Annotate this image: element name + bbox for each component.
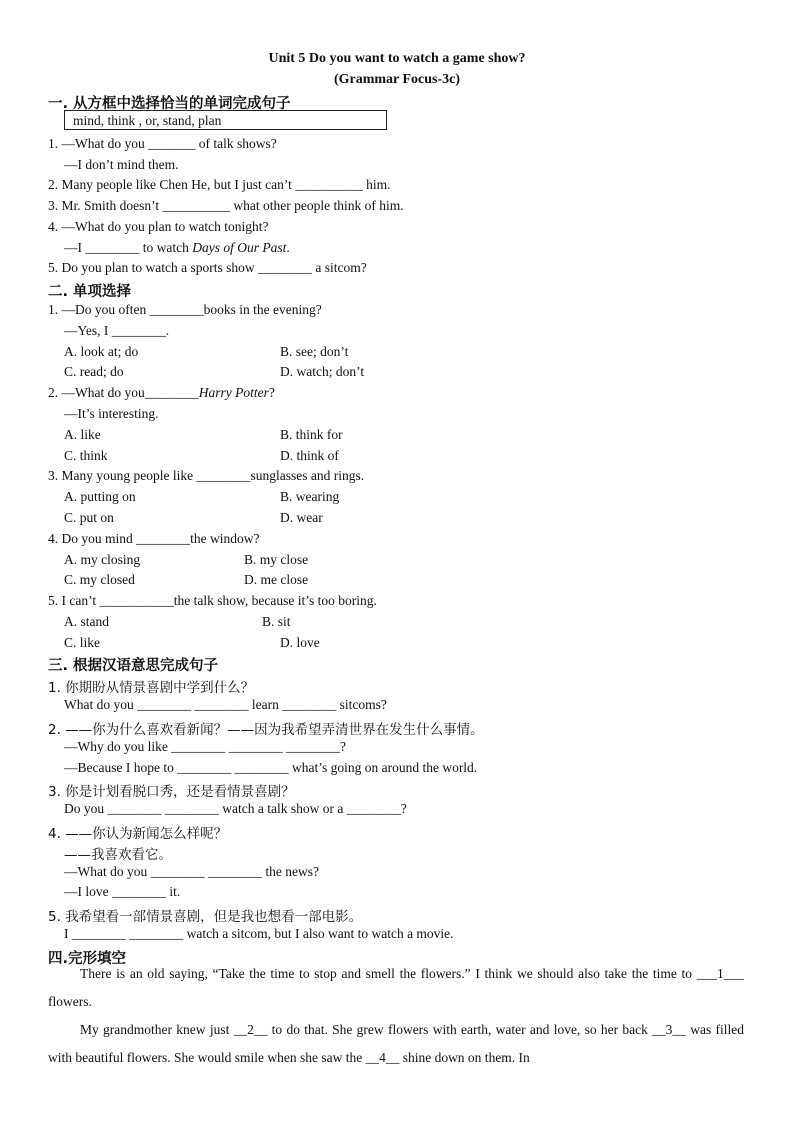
s2-q1-question: 1. —Do you often ________books in the evening?	[48, 302, 322, 317]
s2-q4-options-row2	[64, 572, 309, 588]
s2-q1-option-d: D. watch; don’t	[280, 364, 365, 379]
s3-q2-chinese: 2. ——你为什么喜欢看新闻？——因为我希望弄清世界在发生什么事情。	[48, 722, 484, 738]
s2-q2-option-c: C. think	[64, 448, 108, 463]
s3-q3-english: Do you ________ ________ watch a talk show or a ________?	[64, 801, 407, 816]
s1-q4-answer-pre: —I ________ to watch	[64, 240, 193, 255]
s1-q1-answer: —I don’t mind them.	[64, 157, 179, 172]
section-2-heading: 二. 单项选择	[48, 284, 132, 300]
section-4-heading: 四.完形填空	[48, 951, 127, 967]
s2-q1-option-c: C. read; do	[64, 364, 124, 379]
s2-q5-option-c: C. like	[64, 635, 100, 650]
section-1-heading: 一. 从方框中选择恰当的单词完成句子	[48, 96, 291, 112]
s2-q1-options-row1	[64, 344, 349, 360]
s2-q1-option-a: A. look at; do	[64, 344, 139, 359]
s2-q4-option-a: A. my closing	[64, 552, 141, 567]
s2-q3-options-row2	[64, 510, 323, 526]
s2-q5-option-b: B. sit	[262, 614, 291, 629]
s3-q5-english: I ________ ________ watch a sitcom, but I also want to watch a movie.	[64, 926, 454, 941]
s1-q4-question: 4. —What do you plan to watch tonight?	[48, 219, 269, 234]
s2-q2-answer: —It’s interesting.	[64, 406, 159, 421]
s2-q3-options-row1	[64, 489, 340, 505]
s2-q2-option-d: D. think of	[280, 448, 339, 463]
s3-q4-english-1: —What do you ________ ________ the news?	[64, 864, 319, 879]
s2-q2-post: ?	[268, 385, 275, 400]
s1-q4-answer	[64, 240, 290, 256]
s3-q4-chinese-2: ——我喜欢看它。	[64, 847, 172, 863]
s1-q4-answer-post: .	[286, 240, 290, 255]
s2-q4: 4. Do you mind ________the window?	[48, 531, 260, 546]
s3-q1-chinese: 1. 你期盼从情景喜剧中学到什么？	[48, 680, 255, 696]
s2-q4-options-row1	[64, 552, 309, 568]
cloze-paragraph-2: My grandmother knew just __2__ to do that. She grew flowers with earth, water and love, so her back __3__ was filled with beautiful flowers. She would smile when she saw the __4__ shine down on them. In	[48, 1022, 744, 1065]
cloze-paragraph-1: There is an old saying, “Take the time to stop and smell the flowers.” I think we should also take the time to ___1___ flowers.	[48, 966, 744, 1009]
s1-q4-answer-title: Days of Our Past	[192, 240, 287, 255]
s3-q1-english: What do you ________ ________ learn ________ sitcoms?	[64, 697, 387, 712]
s2-q5-option-a: A. stand	[64, 614, 109, 629]
s2-q5-option-d: D. love	[280, 635, 320, 650]
s2-q3-option-c: C. put on	[64, 510, 114, 525]
s1-q1-question: 1. —What do you _______ of talk shows?	[48, 136, 277, 151]
page-subtitle: (Grammar Focus-3c)	[333, 72, 461, 87]
s2-q2-options-row1	[64, 427, 343, 443]
s2-q2-question	[48, 385, 275, 401]
s2-q2-option-b: B. think for	[280, 427, 343, 442]
s2-q4-option-b: B. my close	[244, 552, 309, 567]
s2-q2-option-a: A. like	[64, 427, 101, 442]
s3-q2-english-1: —Why do you like ________ ________ ________?	[64, 739, 346, 754]
s2-q3-option-d: D. wear	[280, 510, 323, 525]
s2-q5: 5. I can’t ___________the talk show, because it’s too boring.	[48, 593, 377, 608]
page-title: Unit 5 Do you want to watch a game show?	[268, 51, 526, 66]
s3-q4-english-2: —I love ________ it.	[64, 884, 181, 899]
s2-q3: 3. Many young people like ________sunglasses and rings.	[48, 468, 365, 483]
section-3-heading: 三. 根据汉语意思完成句子	[48, 658, 219, 674]
s2-q4-option-c: C. my closed	[64, 572, 135, 587]
s1-q3: 3. Mr. Smith doesn’t __________ what other people think of him.	[48, 198, 404, 213]
s2-q2-pre: 2. —What do you________	[48, 385, 199, 400]
s2-q5-options-row2	[64, 635, 320, 651]
s3-q3-chinese: 3. 你是计划看脱口秀，还是看情景喜剧？	[48, 784, 295, 800]
s1-q5: 5. Do you plan to watch a sports show ________ a sitcom?	[48, 260, 367, 275]
s2-q1-option-b: B. see; don’t	[280, 344, 349, 359]
s2-q2-title: Harry Potter	[198, 385, 269, 400]
s2-q1-answer: —Yes, I ________.	[64, 323, 170, 338]
word-box: mind, think , or, stand, plan	[64, 110, 387, 130]
s2-q4-option-d: D. me close	[244, 572, 309, 587]
s3-q2-english-2: —Because I hope to ________ ________ what’s going on around the world.	[64, 760, 478, 775]
s2-q5-options-row1	[64, 614, 291, 630]
s2-q1-options-row2	[64, 364, 365, 380]
s1-q2: 2. Many people like Chen He, but I just can’t __________ him.	[48, 177, 391, 192]
s3-q5-chinese: 5. 我希望看一部情景喜剧，但是我也想看一部电影。	[48, 909, 363, 925]
s2-q2-options-row2	[64, 448, 339, 464]
s2-q3-option-a: A. putting on	[64, 489, 136, 504]
s3-q4-chinese: 4. ——你认为新闻怎么样呢？	[48, 826, 228, 842]
s2-q3-option-b: B. wearing	[280, 489, 340, 504]
